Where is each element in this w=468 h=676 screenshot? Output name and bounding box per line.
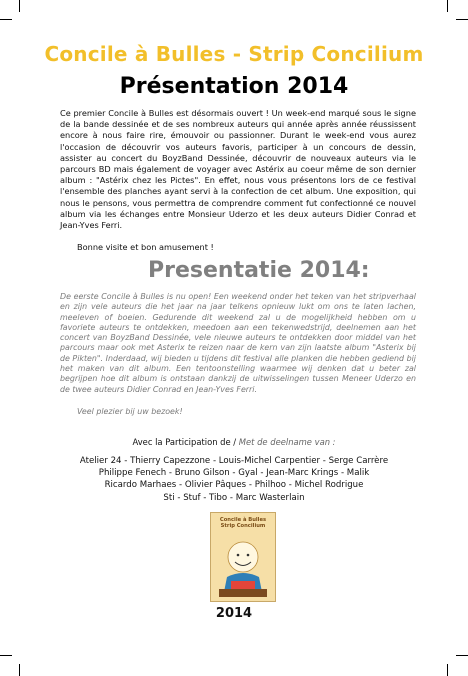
french-sign-off: Bonne visite et bon amusement ! bbox=[77, 242, 214, 252]
participation-line bbox=[0, 437, 468, 447]
album-cover-image bbox=[210, 512, 276, 602]
page-title: Concile à Bulles - Strip Concilium bbox=[44, 42, 424, 66]
french-heading: Présentation 2014 bbox=[119, 74, 349, 99]
album-title-line: Strip Concilium bbox=[220, 523, 266, 530]
crop-mark-bottom-right-h bbox=[456, 655, 468, 656]
authors-line: Sti - Stuf - Tibo - Marc Wasterlain bbox=[163, 492, 305, 503]
crop-mark-bottom-right bbox=[447, 664, 448, 676]
authors-line: Ricardo Marhaes - Olivier Pâques - Philhoo - Michel Rodrigue bbox=[104, 480, 364, 491]
dutch-heading: Presentatie 2014: bbox=[148, 258, 370, 283]
french-paragraph: Ce premier Concile à Bulles est désormais ouvert ! Un week-end marqué sous le signe de la bande dessinée et de ses nombreux auteurs qui année après année réussissent encore à nous faire rire, émouvoir ou passionner. Durant le week-end vous aurez l'occasion de découvrir vos auteurs favoris, participer à un concours de dessin, assister au concert du BoyzBand Dessinée, découvrir de nouveaux auteurs via le parcours BD mais également de voyager avec Astérix au coeur même de son dernier album : "Astérix chez les Pictes". En effet, nous vous présentons lors de ce festival l'ensemble des planches ayant servi à la confection de cet album. Une exposition, qui nous le pensons, vous permettra de comprendre comment fut confectionné ce nouvel album via les échanges entre Monsieur Uderzo et les deux auteurs Didier Conrad et Jean-Yves Ferri. bbox=[60, 108, 416, 231]
participation-fr: Avec la Participation de / bbox=[132, 437, 237, 447]
participation-nl: Met de deelname van : bbox=[238, 437, 336, 447]
authors-line: Atelier 24 - Thierry Capezzone - Louis-Michel Carpentier - Serge Carrère bbox=[79, 456, 389, 466]
dutch-paragraph: De eerste Concile à Bulles is nu open! Een weekend onder het teken van het stripverhaal en zijn vele auteurs die het jaar na jaar telkens opnieuw lukt om ons te laten lachen, meeleven of boeien. Gedurende dit weekend zal u de mogelijkheid hebben om u favoriete auteurs te ontdekken, meedoen aan een tekenwedstrijd, deelnemen aan het concert van BoyzBand Dessinée, vele nieuwe auteurs te ontdekken door middel van het parcours maar ook met Asterix te reizen naar de kern van zijn laatste album "Asterix bij de Pikten". Inderdaad, wij bieden u tijdens dit festival alle planken die hebben gediend bij het maken van dit album. Een tentoonstelling waarmee wij denken dat u beter zal begrijpen hoe dit album is ontstaan dankzij de uitwisselingen tussen Meneer Uderzo en de twee auteurs Didier Conrad en Jean-Yves Ferri. bbox=[60, 292, 416, 394]
album-title-line: Concile à Bulles bbox=[219, 517, 267, 523]
authors-list bbox=[0, 455, 468, 504]
crop-mark-top-left-h bbox=[0, 19, 12, 20]
crop-mark-bottom-left-h bbox=[0, 655, 12, 656]
crop-mark-top-left bbox=[19, 0, 20, 12]
album-illustration bbox=[213, 533, 273, 599]
dutch-sign-off: Veel plezier bij uw bezoek! bbox=[77, 407, 183, 416]
crop-mark-top-right bbox=[447, 0, 448, 12]
authors-line: Philippe Fenech - Bruno Gilson - Gyal - Jean-Marc Krings - Malik bbox=[98, 468, 370, 479]
year-label: 2014 bbox=[215, 606, 253, 621]
crop-mark-bottom-left bbox=[19, 664, 20, 676]
crop-mark-top-right-h bbox=[456, 19, 468, 20]
album-cover-title bbox=[211, 517, 275, 530]
